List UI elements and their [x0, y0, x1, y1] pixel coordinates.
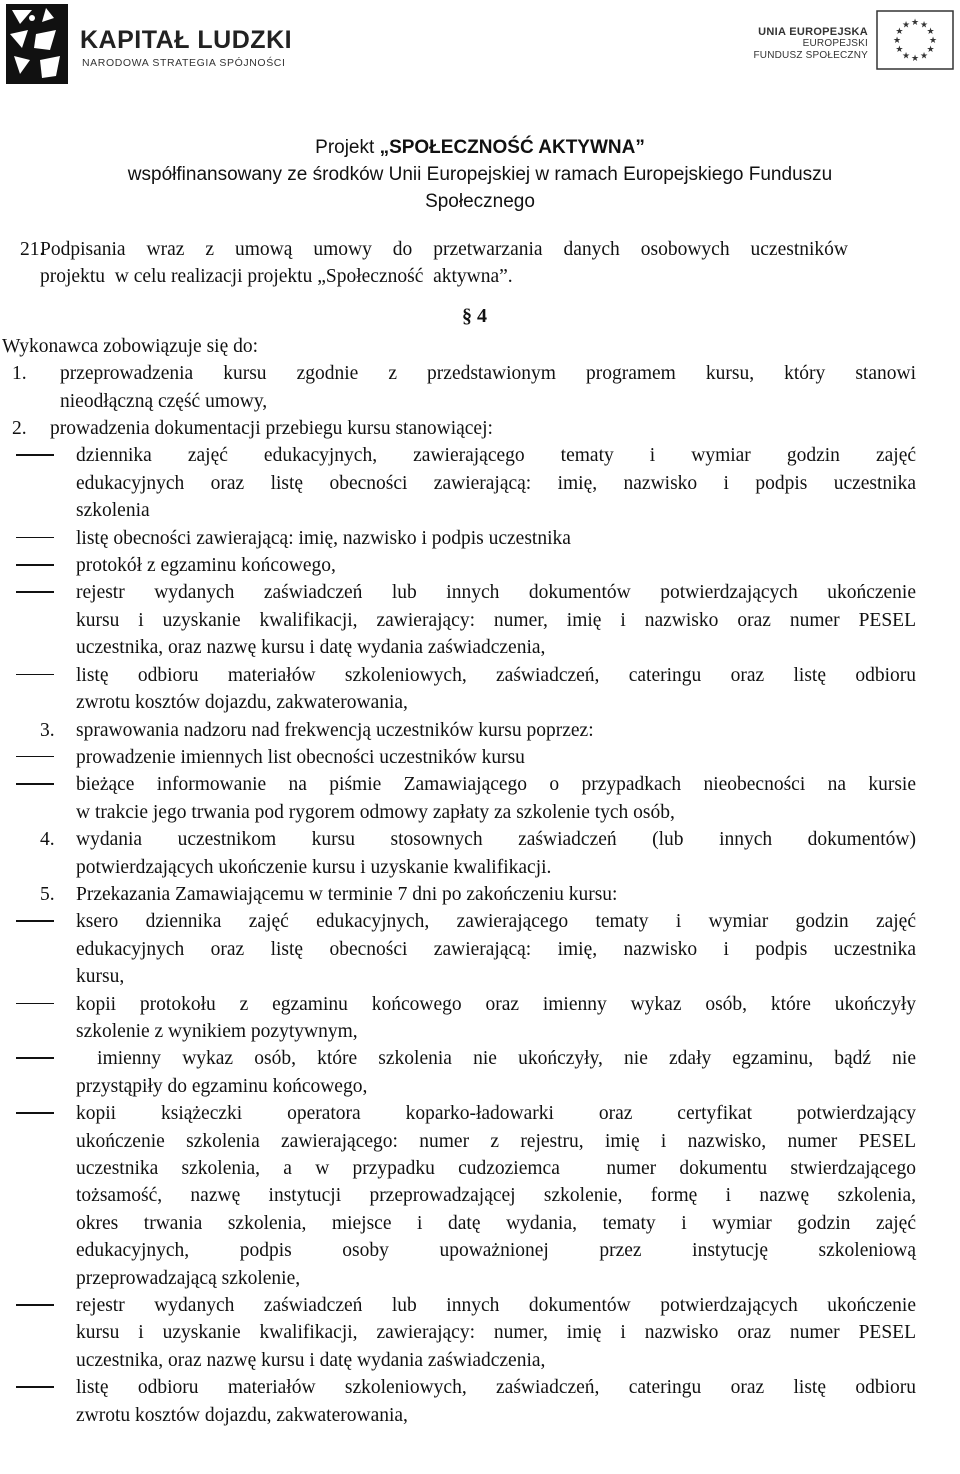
item-5-subitem-line: uczestnika, oraz nazwę kursu i datę wydania zaświadczenia,	[76, 1349, 546, 1371]
item-1-line: przeprowadzenia kursu zgodnie z przedstawionym programem kursu, który stanowi	[60, 363, 916, 385]
item-2-subitem-line: edukacyjnych oraz listę obecności zawierającą: imię, nazwisko i podpis uczestnika	[76, 472, 916, 494]
item-1-line: nieodłączną część umowy,	[60, 390, 268, 412]
item-2-subitem-line: protokół z egzaminu końcowego,	[76, 555, 336, 577]
item-2-subitem-line: rejestr wydanych zaświadczeń lub innych dokumentów potwierdzających ukończenie	[76, 582, 916, 604]
item-3-subitem-line: prowadzenie imiennych list obecności uczestników kursu	[76, 746, 525, 768]
project-line1	[20, 134, 940, 161]
dash-bullet	[16, 1304, 54, 1306]
item-2-subitem-line: szkolenia	[76, 500, 150, 522]
dash-bullet	[16, 1003, 54, 1005]
item-5-subitem-line: ukończenie szkolenia zawierającego: numer z rejestru, imię i nazwisko, numer PESEL	[76, 1130, 916, 1152]
item-3-line: sprawowania nadzoru nad frekwencją uczestników kursu poprzez:	[76, 719, 594, 741]
document-body	[0, 236, 960, 1429]
svg-text:★: ★	[895, 27, 904, 37]
item-5-subitem-line: rejestr wydanych zaświadczeń lub innych dokumentów potwierdzających ukończenie	[76, 1295, 916, 1317]
project-prefix: Projekt	[315, 137, 380, 158]
item-5-subitem-line: kursu i uzyskanie kwalifikacji, zawierający: numer, imię i nazwisko oraz numer PESEL	[76, 1322, 916, 1344]
item-5-number: 5.	[40, 883, 55, 905]
item-2-line: prowadzenia dokumentacji przebiegu kursu stanowiącej:	[50, 418, 493, 440]
item-5	[40, 881, 916, 908]
item-5-subitem-line: edukacyjnych oraz listę obecności zawierającą: imię, nazwisko i podpis uczestnika	[76, 938, 916, 960]
svg-text:★: ★	[895, 45, 904, 55]
dash-bullet	[16, 674, 54, 676]
item-5-line: Przekazania Zamawiającemu w terminie 7 dni po zakończeniu kursu:	[76, 883, 618, 905]
dash-bullet	[16, 591, 54, 593]
item-3-subitem	[76, 771, 916, 826]
item-2-subitem	[76, 525, 916, 552]
dash-bullet	[16, 1112, 54, 1114]
project-name: „SPOŁECZNOŚĆ AKTYWNA”	[379, 137, 645, 158]
project-line3: Społecznego	[425, 191, 535, 212]
svg-text:★: ★	[919, 51, 929, 62]
item-2-subitem-line: kursu i uzyskanie kwalifikacji, zawierający: numer, imię i nazwisko oraz numer PESEL	[76, 609, 916, 631]
dash-bullet	[16, 564, 54, 566]
clause-21-line: Podpisania wraz z umową umowy do przetwarzania danych osobowych uczestników	[40, 239, 848, 260]
item-5-subitem	[76, 908, 916, 990]
item-5-subitem-line: przystąpiły do egzaminu końcowego,	[76, 1075, 368, 1097]
intro-text: Wykonawca zobowiązuje się do:	[2, 335, 259, 357]
item-5-subitem-line: kopii książeczki operatora koparko-ładowarki oraz certyfikat potwierdzający	[76, 1103, 916, 1125]
item-4-line: wydania uczestnikom kursu stosownych zaświadczeń (lub innych dokumentów)	[76, 829, 916, 851]
item-5-subitem	[76, 1374, 916, 1429]
clause-21-line: projektu w celu realizacji projektu „Społeczność aktywna”.	[40, 266, 513, 288]
eu-logo-line2: EUROPEJSKI	[802, 38, 868, 49]
item-5-subitem-line: uczestnika szkolenia, a w przypadku cudzoziemca numer dokumentu stwierdzającego	[76, 1158, 916, 1179]
project-header	[20, 134, 940, 215]
item-2-subitem-line: listę obecności zawierającą: imię, nazwisko i podpis uczestnika	[76, 527, 571, 549]
dash-bullet	[16, 1057, 54, 1059]
svg-text:★: ★	[892, 36, 902, 46]
item-5-subitem-line: listę odbioru materiałów szkoleniowych, zaświadczeń, cateringu oraz listę odbioru	[76, 1377, 916, 1399]
item-3-subitem-line: w trakcie jego trwania pod rygorem odmowy zapłaty za szkolenie tych osób,	[76, 801, 675, 823]
item-4	[40, 826, 916, 881]
item-5-subitem-line: kursu,	[76, 966, 125, 988]
kapital-ludzki-emblem-icon	[6, 4, 68, 84]
item-2-subitem	[76, 579, 916, 661]
item-5-subitem-line: kopii protokołu z egzaminu końcowego oraz imienny wykaz osób, które ukończyły	[76, 993, 916, 1015]
item-3-subitem	[76, 744, 916, 771]
svg-text:★: ★	[901, 20, 911, 31]
item-5-subitem-line: edukacyjnych, podpis osoby upoważnionej przez instytucję szkoleniową	[76, 1240, 916, 1262]
kapital-ludzki-logo	[6, 4, 306, 86]
item-5-subitem	[76, 1292, 916, 1374]
clause-number: 21.	[20, 239, 45, 260]
section-heading: § 4	[462, 304, 487, 327]
kapital-ludzki-subtitle: NARODOWA STRATEGIA SPÓJNOŚCI	[82, 57, 286, 69]
project-line2: współfinansowany ze środków Unii Europejskiej w ramach Europejskiego Funduszu	[127, 164, 833, 185]
item-5-subitem-line: imienny wykaz osób, które szkolenia nie ukończyły, nie zdały egzaminu, bądź nie	[76, 1048, 916, 1070]
svg-text:★: ★	[928, 36, 938, 46]
item-5-subitem-line: okres trwania szkolenia, miejsce i datę wydania, tematy i wymiar godzin zajęć	[76, 1212, 916, 1234]
item-2-subitem	[76, 662, 916, 717]
item-5-subitem	[76, 1100, 916, 1292]
eu-flag-icon	[876, 10, 954, 70]
clause-21	[20, 236, 848, 291]
item-3-subitem-line: bieżące informowanie na piśmie Zamawiającego o przypadkach nieobecności na kursie	[76, 774, 916, 796]
dash-bullet	[16, 756, 54, 758]
item-5-subitem	[76, 1045, 916, 1100]
item-5-subitem-line: ksero dziennika zajęć edukacyjnych, zawierającego tematy i wymiar godzin zajęć	[76, 911, 916, 933]
item-5-subitem-line: zwrotu kosztów dojazdu, zakwaterowania,	[76, 1404, 408, 1426]
svg-text:★: ★	[919, 20, 929, 31]
item-2-subitem-line: listę odbioru materiałów szkoleniowych, zaświadczeń, cateringu oraz listę odbioru	[76, 664, 916, 686]
item-2	[12, 415, 650, 442]
eu-logo	[694, 6, 954, 76]
item-5-subitem-line: tożsamość, nazwę instytucji przeprowadzającej szkolenie, formę i nazwę szkolenia,	[76, 1185, 916, 1207]
svg-text:★: ★	[926, 45, 935, 55]
item-3-number: 3.	[40, 719, 55, 741]
dash-bullet	[16, 1386, 54, 1388]
svg-text:★: ★	[926, 27, 935, 37]
eu-logo-text	[753, 26, 868, 62]
item-3	[40, 717, 916, 744]
item-1-number: 1.	[12, 363, 27, 385]
dash-bullet	[16, 537, 54, 539]
svg-text:★: ★	[910, 54, 920, 64]
eu-logo-line1: UNIA EUROPEJSKA	[758, 26, 868, 38]
item-2-subitem-line: dziennika zajęć edukacyjnych, zawierającego tematy i wymiar godzin zajęć	[76, 445, 916, 467]
item-5-subitem-line: przeprowadzającą szkolenie,	[76, 1267, 301, 1289]
svg-text:★: ★	[901, 51, 911, 62]
item-4-line: potwierdzających ukończenie kursu i uzyskanie kwalifikacji.	[76, 856, 552, 878]
item-4-number: 4.	[40, 829, 55, 851]
item-2-number: 2.	[12, 418, 27, 440]
dash-bullet	[16, 454, 54, 456]
item-2-subitem-line: zwrotu kosztów dojazdu, zakwaterowania,	[76, 692, 408, 714]
item-1	[12, 360, 916, 415]
item-2-subitem	[76, 552, 916, 579]
page-header	[0, 0, 960, 120]
dash-bullet	[16, 920, 54, 922]
svg-text:★: ★	[910, 18, 920, 28]
dash-bullet	[16, 783, 54, 785]
kapital-ludzki-title: KAPITAŁ LUDZKI	[80, 26, 293, 54]
item-2-subitem	[76, 442, 916, 524]
item-2-subitem-line: uczestnika, oraz nazwę kursu i datę wydania zaświadczenia,	[76, 637, 546, 659]
item-5-subitem-line: szkolenie z wynikiem pozytywnym,	[76, 1020, 358, 1042]
item-5-subitem	[76, 991, 916, 1046]
eu-logo-line3: FUNDUSZ SPOŁECZNY	[753, 50, 868, 61]
